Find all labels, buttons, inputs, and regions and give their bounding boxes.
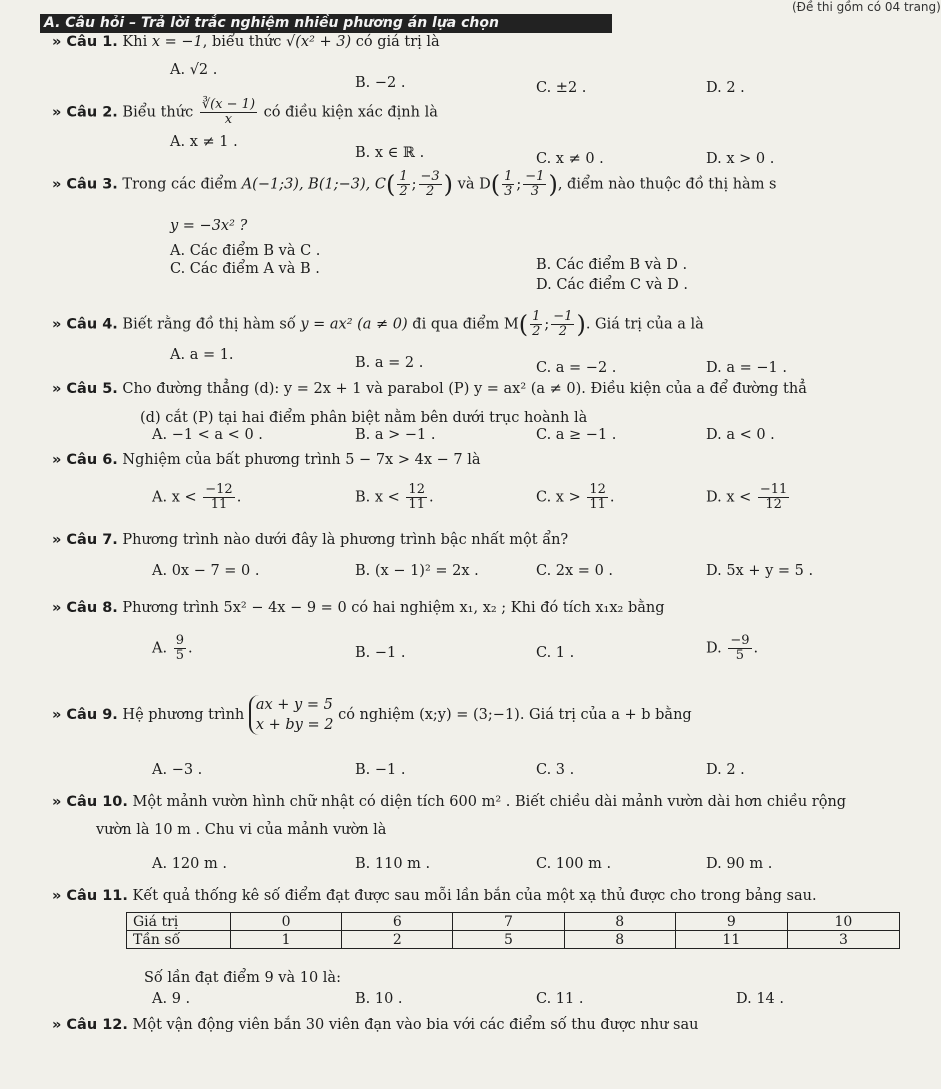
q6-b-pre: B. x < [355, 489, 400, 506]
q1-option-c[interactable]: C. ±2 . [536, 80, 587, 96]
q3-d-y [523, 170, 546, 199]
q6-c-pre: C. x > [536, 489, 581, 506]
q7-option-d[interactable]: D. 5x + y = 5 . [706, 563, 814, 579]
q2-text-before: Biểu thức [122, 104, 198, 121]
q10-option-c[interactable]: C. 100 m . [536, 856, 612, 872]
q6-option-b[interactable] [355, 483, 434, 512]
q9-eq1: ax + y = 5 [255, 697, 333, 713]
q8-option-c[interactable]: C. 1 . [536, 645, 575, 661]
q6-option-a[interactable] [152, 483, 241, 512]
question-1 [52, 34, 440, 50]
q2-option-d[interactable]: D. x > 0 . [706, 151, 775, 167]
table-cell: 8 [564, 931, 675, 949]
q3-d-den2: 3 [530, 184, 539, 199]
table-cell: 11 [675, 931, 787, 949]
q10-line2: vườn là 10 m . Chu vi của mảnh vườn là [96, 822, 387, 838]
question-9 [52, 695, 692, 735]
q2-option-a[interactable]: A. x ≠ 1 . [170, 134, 238, 150]
table-cell: Tần số [127, 931, 231, 949]
q3-c-x [397, 170, 409, 199]
q9-option-d[interactable]: D. 2 . [706, 762, 745, 778]
q12-text: Một vận động viên bắn 30 viên đạn vào bia với các điểm số thu được như sau [132, 1017, 699, 1033]
q1-expr: √(x² + 3) [286, 34, 352, 50]
q10-option-d[interactable]: D. 90 m . [706, 856, 773, 872]
q6-b-num: 12 [408, 482, 425, 497]
section-title: A. Câu hỏi – Trả lời trắc nghiệm nhiều phương án lựa chọn [40, 14, 612, 33]
table-cell: 2 [342, 931, 453, 949]
q8-a-num: 9 [175, 633, 184, 648]
q3-line2: y = −3x² ? [170, 218, 248, 234]
question-4-label: » Câu 4. [52, 316, 118, 333]
q3-c-num2: −3 [420, 169, 440, 184]
question-10-label: » Câu 10. [52, 794, 128, 810]
q1-cond: x = −1 [151, 34, 203, 50]
q6-a-pre: A. x < [152, 489, 197, 506]
q6-c-den: 11 [589, 497, 606, 512]
question-2 [52, 98, 438, 127]
q3-option-d[interactable]: D. Các điểm C và D . [536, 277, 688, 293]
q3-c-den1: 2 [399, 184, 408, 199]
question-11 [52, 888, 817, 904]
q9-option-c[interactable]: C. 3 . [536, 762, 575, 778]
q3-d-den1: 3 [504, 184, 513, 199]
q8-option-b[interactable]: B. −1 . [355, 645, 406, 661]
q5-text: Cho đường thẳng (d): y = 2x + 1 và parabol (P) y = ax² (a ≠ 0). Điều kiện của a để đường thẳ [122, 381, 807, 397]
q6-a-den: 11 [210, 497, 228, 512]
q7-text: Phương trình nào dưới đây là phương trình bậc nhất một ẩn? [122, 532, 569, 548]
question-8 [52, 600, 665, 616]
q6-c-post: . [609, 489, 615, 506]
q3-d-num2: −1 [525, 169, 545, 184]
q8-a-den: 5 [175, 648, 184, 663]
q4-m-den2: 2 [558, 324, 568, 339]
q8-text: Phương trình 5x² − 4x − 9 = 0 có hai nghiệm x₁, x₂ ; Khi đó tích x₁x₂ bằng [122, 600, 665, 616]
table-cell: 7 [453, 913, 564, 931]
q2-num: ∛(x − 1) [201, 97, 256, 112]
table-cell: 0 [230, 913, 341, 931]
q6-c-num: 12 [589, 482, 606, 497]
q2-option-c[interactable]: C. x ≠ 0 . [536, 151, 604, 167]
q8-option-d[interactable] [706, 634, 758, 663]
question-1-label: » Câu 1. [52, 34, 118, 50]
question-12-label: » Câu 12. [52, 1017, 128, 1033]
table-row [127, 931, 900, 949]
q4-m-num1: 1 [532, 309, 541, 324]
q8-d-den: 5 [735, 648, 745, 663]
q8-a-frac [174, 634, 186, 663]
question-3-label: » Câu 3. [52, 176, 118, 193]
question-12 [52, 1017, 698, 1033]
q4-option-c[interactable]: C. a = −2 . [536, 360, 617, 376]
q5-option-a[interactable]: A. −1 < a < 0 . [152, 427, 263, 443]
q8-d-post: . [753, 640, 759, 657]
table-cell: 5 [453, 931, 564, 949]
q4-m-den1: 2 [532, 324, 541, 339]
q11-table [126, 912, 900, 949]
q5-option-c[interactable]: C. a ≥ −1 . [536, 427, 617, 443]
q7-option-a[interactable]: A. 0x − 7 = 0 . [152, 563, 260, 579]
q3-text-before: Trong các điểm [122, 176, 242, 193]
q4-m-y [551, 310, 574, 339]
q11-text: Kết quả thống kê số điểm đạt được sau mỗi lần bắn của một xạ thủ được cho trong bảng sau. [132, 888, 817, 904]
q1-text-before: Khi [122, 34, 152, 50]
q6-b-den: 11 [408, 497, 425, 512]
q11-line2: Số lần đạt điểm 9 và 10 là: [144, 970, 341, 986]
q4-m-x [530, 310, 542, 339]
q6-d-pre: D. x < [706, 489, 752, 506]
q3-option-a[interactable]: A. Các điểm B và C . [170, 243, 321, 259]
q6-b-post: . [428, 489, 434, 506]
q1-option-a[interactable]: A. √2 . [170, 62, 218, 78]
q8-d-num: −9 [730, 633, 750, 648]
q6-d-frac [758, 483, 789, 512]
q6-a-frac [203, 483, 234, 512]
q6-option-d[interactable] [706, 483, 791, 512]
q11-option-c[interactable]: C. 11 . [536, 991, 584, 1007]
q5-option-b[interactable]: B. a > −1 . [355, 427, 436, 443]
q3-text-after: , điểm nào thuộc đồ thị hàm s [557, 176, 777, 193]
q5-line2: (d) cắt (P) tại hai điểm phân biệt nằm bên dưới trục hoành là [140, 410, 588, 426]
table-cell: 1 [230, 931, 341, 949]
q3-c-den2: 2 [425, 184, 435, 199]
table-cell: 8 [564, 913, 675, 931]
q4-option-d[interactable]: D. a = −1 . [706, 360, 787, 376]
table-cell: 6 [342, 913, 453, 931]
q6-a-post: . [236, 489, 242, 506]
header-note: (Đề thi gồm có 04 trang) [792, 0, 941, 14]
question-9-label: » Câu 9. [52, 707, 118, 723]
q2-den: x [224, 112, 233, 127]
q8-a-post: . [187, 640, 193, 657]
q3-mid: và D [453, 176, 491, 193]
q3-d-x [502, 170, 514, 199]
q8-d-frac [728, 634, 751, 663]
q5-option-d[interactable]: D. a < 0 . [706, 427, 775, 443]
q11-option-a[interactable]: A. 9 . [152, 991, 191, 1007]
q6-b-frac [406, 483, 427, 512]
table-cell: 3 [787, 931, 899, 949]
q9-option-b[interactable]: B. −1 . [355, 762, 406, 778]
question-7-label: » Câu 7. [52, 532, 118, 548]
q10-text: Một mảnh vườn hình chữ nhật có diện tích 600 m² . Biết chiều dài mảnh vườn dài hơn chiều rộng [132, 794, 847, 810]
q2-text-after: có điều kiện xác định là [263, 104, 438, 121]
q6-option-c[interactable] [536, 483, 615, 512]
table-cell: 9 [675, 913, 787, 931]
question-8-label: » Câu 8. [52, 600, 118, 616]
q4-option-a[interactable]: A. a = 1. [170, 347, 234, 363]
q9-system [249, 695, 334, 735]
q6-text: Nghiệm của bất phương trình 5 − 7x > 4x − 7 là [122, 452, 481, 468]
q11-option-d[interactable]: D. 14 . [736, 991, 784, 1007]
question-2-label: » Câu 2. [52, 104, 118, 121]
q1-option-d[interactable]: D. 2 . [706, 80, 745, 96]
question-5 [52, 381, 807, 397]
q3-option-c[interactable]: C. Các điểm A và B . [170, 261, 320, 277]
q3-points: A(−1;3), B(1;−3), C [241, 176, 386, 193]
q6-c-frac [587, 483, 608, 512]
question-11-label: » Câu 11. [52, 888, 128, 904]
q8-d-pre: D. [706, 640, 722, 657]
q11-option-b[interactable]: B. 10 . [355, 991, 403, 1007]
q9-option-a[interactable]: A. −3 . [152, 762, 203, 778]
q9-eq2: x + by = 2 [255, 717, 334, 733]
q8-option-a[interactable] [152, 634, 193, 663]
q8-a-pre: A. [152, 640, 168, 657]
q7-option-c[interactable]: C. 2x = 0 . [536, 563, 614, 579]
q4-func: y = ax² (a ≠ 0) [300, 316, 408, 333]
q3-c-num1: 1 [399, 169, 408, 184]
question-5-label: » Câu 5. [52, 381, 118, 397]
q10-option-b[interactable]: B. 110 m . [355, 856, 431, 872]
q4-option-b[interactable]: B. a = 2 . [355, 355, 424, 371]
q3-d-num1: 1 [504, 169, 513, 184]
q2-fraction [200, 98, 257, 127]
question-7 [52, 532, 568, 548]
question-10 [52, 794, 846, 810]
q7-option-b[interactable]: B. (x − 1)² = 2x . [355, 563, 479, 579]
q9-text-after: có nghiệm (x;y) = (3;−1). Giá trị của a + b bằng [338, 707, 692, 723]
question-6 [52, 452, 480, 468]
q4-text-before: Biết rằng đồ thị hàm số [122, 316, 301, 333]
q6-d-num: −11 [759, 482, 788, 497]
q2-option-b[interactable]: B. x ∈ ℝ . [355, 145, 425, 161]
q6-a-num: −12 [205, 482, 233, 497]
q1-text-mid: , biểu thức [202, 34, 287, 50]
table-row [127, 913, 900, 931]
q3-option-b[interactable]: B. Các điểm B và D . [536, 257, 688, 273]
table-cell: 10 [787, 913, 899, 931]
question-3: » Câu 3. Trong các điểm A(−1;3), B(1;−3), C( $\frac{1}{2}$ ; $\frac{-3}{2}$ ) và D( $\frac{1}{3}$ ; $\frac{-1}{3}$ ), điểm nào thuộc đồ thị hàm s [52, 169, 777, 199]
q4-text-after: . Giá trị của a là [585, 316, 704, 333]
q4-m-num2: −1 [553, 309, 573, 324]
q1-option-b[interactable]: B. −2 . [355, 75, 406, 91]
q6-d-den: 12 [765, 497, 782, 512]
table-cell: Giá trị [127, 913, 231, 931]
q4-text-mid: đi qua điểm M [407, 316, 519, 333]
question-6-label: » Câu 6. [52, 452, 118, 468]
q9-text-before: Hệ phương trình [122, 707, 249, 723]
q3-c-y [419, 170, 442, 199]
q1-text-after: có giá trị là [351, 34, 440, 50]
q10-option-a[interactable]: A. 120 m . [152, 856, 227, 872]
question-4: » Câu 4. Biết rằng đồ thị hàm số y = ax² (a ≠ 0) đi qua điểm M( $\frac{1}{2}$ ; $\frac{-1}{2}$ ). Giá trị của a là [52, 309, 704, 339]
